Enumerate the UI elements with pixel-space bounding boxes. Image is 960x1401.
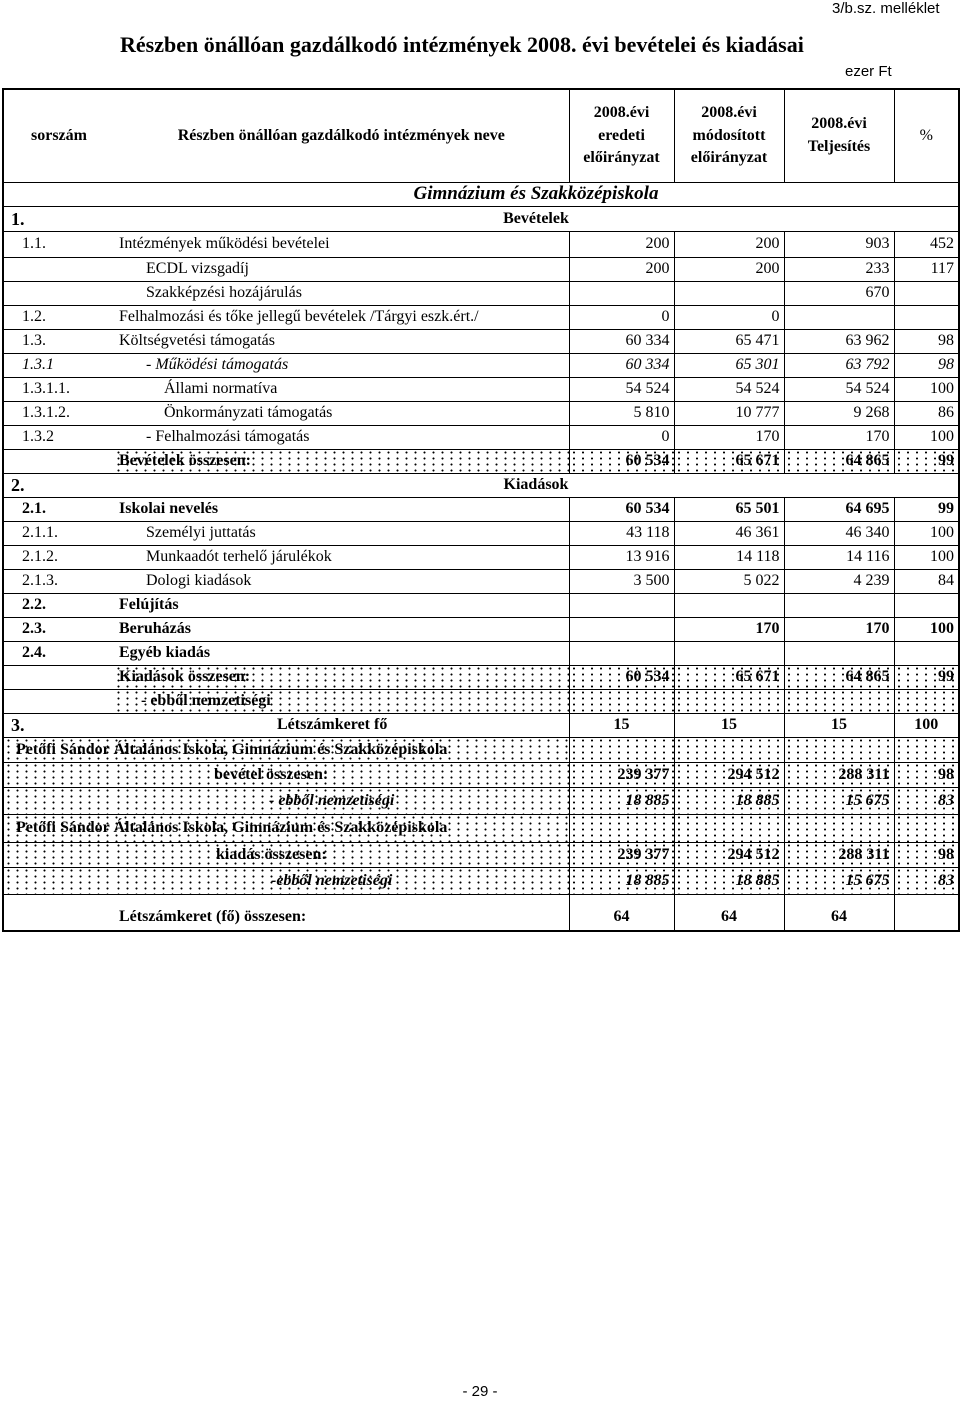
- row-number: 2.1.1.: [3, 521, 114, 545]
- row-number: 2.2.: [3, 593, 114, 617]
- table-row: [3, 641, 959, 665]
- section-title: Kiadások: [114, 473, 959, 497]
- row-number: 2.1.2.: [3, 545, 114, 569]
- value-modified: 5 022: [674, 569, 784, 593]
- value-original: 43 118: [569, 521, 674, 545]
- row-name: Önkormányzati támogatás: [114, 401, 569, 425]
- table-row: [3, 545, 959, 569]
- row-name: - Felhalmozási támogatás: [114, 425, 569, 449]
- row-name: ECDL vizsgadíj: [114, 257, 569, 281]
- value-actual: 670: [784, 281, 894, 305]
- institution-row: [3, 182, 959, 206]
- summary-header-row: [3, 814, 959, 842]
- value-percent: 100: [894, 617, 959, 641]
- page-number: - 29 -: [462, 1383, 498, 1400]
- value-original: 5 810: [569, 401, 674, 425]
- value-modified: 170: [674, 425, 784, 449]
- row-number: 1.1.: [3, 231, 114, 257]
- value-actual: [784, 641, 894, 665]
- value-actual: 64 865: [784, 665, 894, 689]
- value-modified: 65 671: [674, 665, 784, 689]
- value-actual: 15 675: [784, 787, 894, 814]
- value-original: 60 534: [569, 497, 674, 521]
- row-number: 2.: [3, 473, 114, 497]
- table-row: [3, 617, 959, 641]
- value-modified: 170: [674, 617, 784, 641]
- value-original: 18 885: [569, 867, 674, 894]
- value-actual: 64: [784, 894, 894, 931]
- value-actual: 63 962: [784, 329, 894, 353]
- value-percent: 84: [894, 569, 959, 593]
- value-modified: [674, 593, 784, 617]
- value-modified: 65 501: [674, 497, 784, 521]
- value-percent: 83: [894, 787, 959, 814]
- value-original: 0: [569, 305, 674, 329]
- table-row: [3, 353, 959, 377]
- row-name: Egyéb kiadás: [114, 641, 569, 665]
- value-original: [569, 281, 674, 305]
- table-row: [3, 713, 959, 737]
- row-number: [3, 689, 114, 713]
- value-percent: 452: [894, 231, 959, 257]
- value-actual: 9 268: [784, 401, 894, 425]
- value-original: 64: [569, 894, 674, 931]
- value-modified: 18 885: [674, 787, 784, 814]
- row-number: 1.3.1: [3, 353, 114, 377]
- table-row: [3, 521, 959, 545]
- header-line: eredeti: [598, 126, 645, 144]
- table-row: [3, 305, 959, 329]
- header-line: 2008.évi: [701, 104, 757, 121]
- value-percent: 98: [894, 762, 959, 787]
- header-line: Teljesítés: [807, 137, 871, 155]
- value-percent: [894, 689, 959, 713]
- header-name: Részben önállóan gazdálkodó intézmények neve: [114, 89, 569, 182]
- value-actual: 15 675: [784, 867, 894, 894]
- value-actual: 4 239: [784, 569, 894, 593]
- row-name: Bevételek összesen:: [114, 449, 569, 473]
- value-modified: 65 471: [674, 329, 784, 353]
- row-name: Felhalmozási és tőke jellegű bevételek /Tárgyi eszk.ért./: [114, 305, 569, 329]
- value-percent: [894, 305, 959, 329]
- value-percent: [894, 737, 959, 762]
- total-row: [3, 449, 959, 473]
- value-modified: 10 777: [674, 401, 784, 425]
- value-percent: 83: [894, 867, 959, 894]
- value-percent: 117: [894, 257, 959, 281]
- total-row: [3, 867, 959, 894]
- value-original: 13 916: [569, 545, 674, 569]
- value-original: 239 377: [569, 842, 674, 867]
- row-number: 1.3.1.2.: [3, 401, 114, 425]
- table-row: [3, 281, 959, 305]
- row-name: Kiadások összesen:: [114, 665, 569, 689]
- value-percent: [894, 814, 959, 842]
- value-percent: 100: [894, 713, 959, 737]
- value-actual: 288 311: [784, 842, 894, 867]
- total-row: [3, 762, 959, 787]
- value-original: [569, 814, 674, 842]
- total-row: [3, 665, 959, 689]
- row-number: [3, 867, 114, 894]
- value-actual: 903: [784, 231, 894, 257]
- value-original: 200: [569, 257, 674, 281]
- section-row: [3, 473, 959, 497]
- value-original: 18 885: [569, 787, 674, 814]
- value-percent: 99: [894, 449, 959, 473]
- row-name: Személyi juttatás: [114, 521, 569, 545]
- header-line: módosított: [692, 126, 766, 144]
- value-actual: 64 695: [784, 497, 894, 521]
- table-row: [3, 425, 959, 449]
- table-row: [3, 329, 959, 353]
- table-row: [3, 497, 959, 521]
- value-actual: 15: [784, 713, 894, 737]
- value-actual: 14 116: [784, 545, 894, 569]
- value-modified: 18 885: [674, 867, 784, 894]
- value-modified: 14 118: [674, 545, 784, 569]
- value-percent: [894, 641, 959, 665]
- value-modified: [674, 814, 784, 842]
- value-original: [569, 617, 674, 641]
- header-original: [569, 89, 674, 182]
- value-original: 239 377: [569, 762, 674, 787]
- header-line: 2008.évi: [593, 104, 650, 121]
- table-row: [3, 569, 959, 593]
- value-percent: [894, 281, 959, 305]
- value-original: [569, 689, 674, 713]
- row-name: Költségvetési támogatás: [114, 329, 569, 353]
- value-percent: 99: [894, 497, 959, 521]
- row-number: 2.3.: [3, 617, 114, 641]
- row-name: Szakképzési hozájárulás: [114, 281, 569, 305]
- value-modified: 54 524: [674, 377, 784, 401]
- row-number: 1.3.2: [3, 425, 114, 449]
- row-name: Petőfi Sándor Általános Iskola, Gimnázium és Szakközépiskola: [3, 814, 569, 842]
- value-original: 54 524: [569, 377, 674, 401]
- value-actual: 170: [784, 425, 894, 449]
- row-number: 1.: [3, 206, 114, 231]
- header-number: sorszám: [3, 89, 114, 182]
- row-number: [3, 182, 114, 206]
- value-modified: 15: [674, 713, 784, 737]
- row-name: Intézmények működési bevételei: [114, 231, 569, 257]
- value-modified: 200: [674, 231, 784, 257]
- row-number: 1.2.: [3, 305, 114, 329]
- value-modified: 64: [674, 894, 784, 931]
- value-modified: [674, 737, 784, 762]
- header-line: előirányzat: [583, 149, 660, 166]
- row-number: [3, 762, 114, 787]
- value-actual: 54 524: [784, 377, 894, 401]
- row-number: 1.3.: [3, 329, 114, 353]
- value-original: [569, 641, 674, 665]
- value-percent: [894, 593, 959, 617]
- row-number: 2.1.3.: [3, 569, 114, 593]
- value-original: [569, 737, 674, 762]
- value-modified: 0: [674, 305, 784, 329]
- value-modified: [674, 689, 784, 713]
- header-row: [3, 89, 959, 182]
- row-number: 1.3.1.1.: [3, 377, 114, 401]
- row-name: - ebből nemzetiségi: [114, 787, 569, 814]
- headcount-total-row: [3, 894, 959, 931]
- value-modified: [674, 281, 784, 305]
- row-name: Létszámkeret fő: [114, 713, 569, 737]
- row-name: Dologi kiadások: [114, 569, 569, 593]
- value-modified: 294 512: [674, 842, 784, 867]
- value-actual: 63 792: [784, 353, 894, 377]
- row-name: -ebből nemzetiségi: [114, 867, 569, 894]
- header-line: előirányzat: [690, 149, 768, 166]
- row-name: Felújítás: [114, 593, 569, 617]
- row-number: [3, 665, 114, 689]
- value-modified: 46 361: [674, 521, 784, 545]
- section-title: Bevételek: [114, 206, 959, 231]
- institution-name: Gimnázium és Szakközépiskola: [114, 182, 959, 206]
- value-modified: [674, 641, 784, 665]
- value-actual: [784, 737, 894, 762]
- table-row: [3, 593, 959, 617]
- value-actual: [784, 689, 894, 713]
- value-original: 200: [569, 231, 674, 257]
- value-actual: 64 865: [784, 449, 894, 473]
- section-row: [3, 206, 959, 231]
- row-name: - ebből nemzetiségi: [114, 689, 569, 713]
- value-original: 15: [569, 713, 674, 737]
- value-percent: 100: [894, 377, 959, 401]
- value-actual: [784, 593, 894, 617]
- value-percent: 100: [894, 425, 959, 449]
- row-number: [3, 449, 114, 473]
- value-modified: 200: [674, 257, 784, 281]
- value-percent: 98: [894, 329, 959, 353]
- value-original: 60 334: [569, 353, 674, 377]
- row-name: - Működési támogatás: [114, 353, 569, 377]
- value-actual: 233: [784, 257, 894, 281]
- row-name: Iskolai nevelés: [114, 497, 569, 521]
- row-name: Létszámkeret (fő) összesen:: [114, 894, 569, 931]
- value-modified: 65 301: [674, 353, 784, 377]
- header-line: 2008.évi: [811, 115, 867, 133]
- total-row: [3, 842, 959, 867]
- value-original: 60 534: [569, 665, 674, 689]
- total-row: [3, 787, 959, 814]
- value-actual: 46 340: [784, 521, 894, 545]
- row-name: Munkaadót terhelő járulékok: [114, 545, 569, 569]
- row-number: 2.4.: [3, 641, 114, 665]
- row-name: bevétel összesen:: [114, 762, 569, 787]
- annex-label: 3/b.sz. melléklet: [832, 0, 940, 17]
- header-percent: %: [894, 89, 959, 182]
- value-original: 0: [569, 425, 674, 449]
- value-percent: 98: [894, 353, 959, 377]
- row-name: Petőfi Sándor Általános Iskola, Gimnázium és Szakközépiskola: [3, 737, 569, 762]
- value-modified: 65 671: [674, 449, 784, 473]
- row-number: [3, 894, 114, 931]
- value-original: 60 334: [569, 329, 674, 353]
- value-modified: 294 512: [674, 762, 784, 787]
- row-number: [3, 842, 114, 867]
- value-actual: 288 311: [784, 762, 894, 787]
- value-actual: [784, 814, 894, 842]
- table-row: [3, 377, 959, 401]
- row-name: Beruházás: [114, 617, 569, 641]
- value-percent: 99: [894, 665, 959, 689]
- header-actual: [784, 89, 894, 182]
- value-percent: 98: [894, 842, 959, 867]
- table-row: [3, 401, 959, 425]
- row-number: 2.1.: [3, 497, 114, 521]
- row-number: [3, 787, 114, 814]
- summary-header-row: [3, 737, 959, 762]
- value-percent: 100: [894, 521, 959, 545]
- row-name: Állami normatíva: [114, 377, 569, 401]
- row-number: 3.: [3, 713, 114, 737]
- value-original: [569, 593, 674, 617]
- row-name: kiadás összesen:: [114, 842, 569, 867]
- total-row: [3, 689, 959, 713]
- value-actual: [784, 305, 894, 329]
- value-percent: 100: [894, 545, 959, 569]
- budget-table: [2, 88, 960, 932]
- row-number: [3, 257, 114, 281]
- header-modified: [674, 89, 784, 182]
- value-percent: [894, 894, 959, 931]
- row-number: [3, 281, 114, 305]
- page-title: Részben önállóan gazdálkodó intézmények 2008. évi bevételei és kiadásai: [120, 32, 804, 57]
- table-row: [3, 231, 959, 257]
- value-percent: 86: [894, 401, 959, 425]
- table-row: [3, 257, 959, 281]
- value-original: 60 534: [569, 449, 674, 473]
- value-actual: 170: [784, 617, 894, 641]
- unit-label: ezer Ft: [845, 63, 892, 80]
- value-original: 3 500: [569, 569, 674, 593]
